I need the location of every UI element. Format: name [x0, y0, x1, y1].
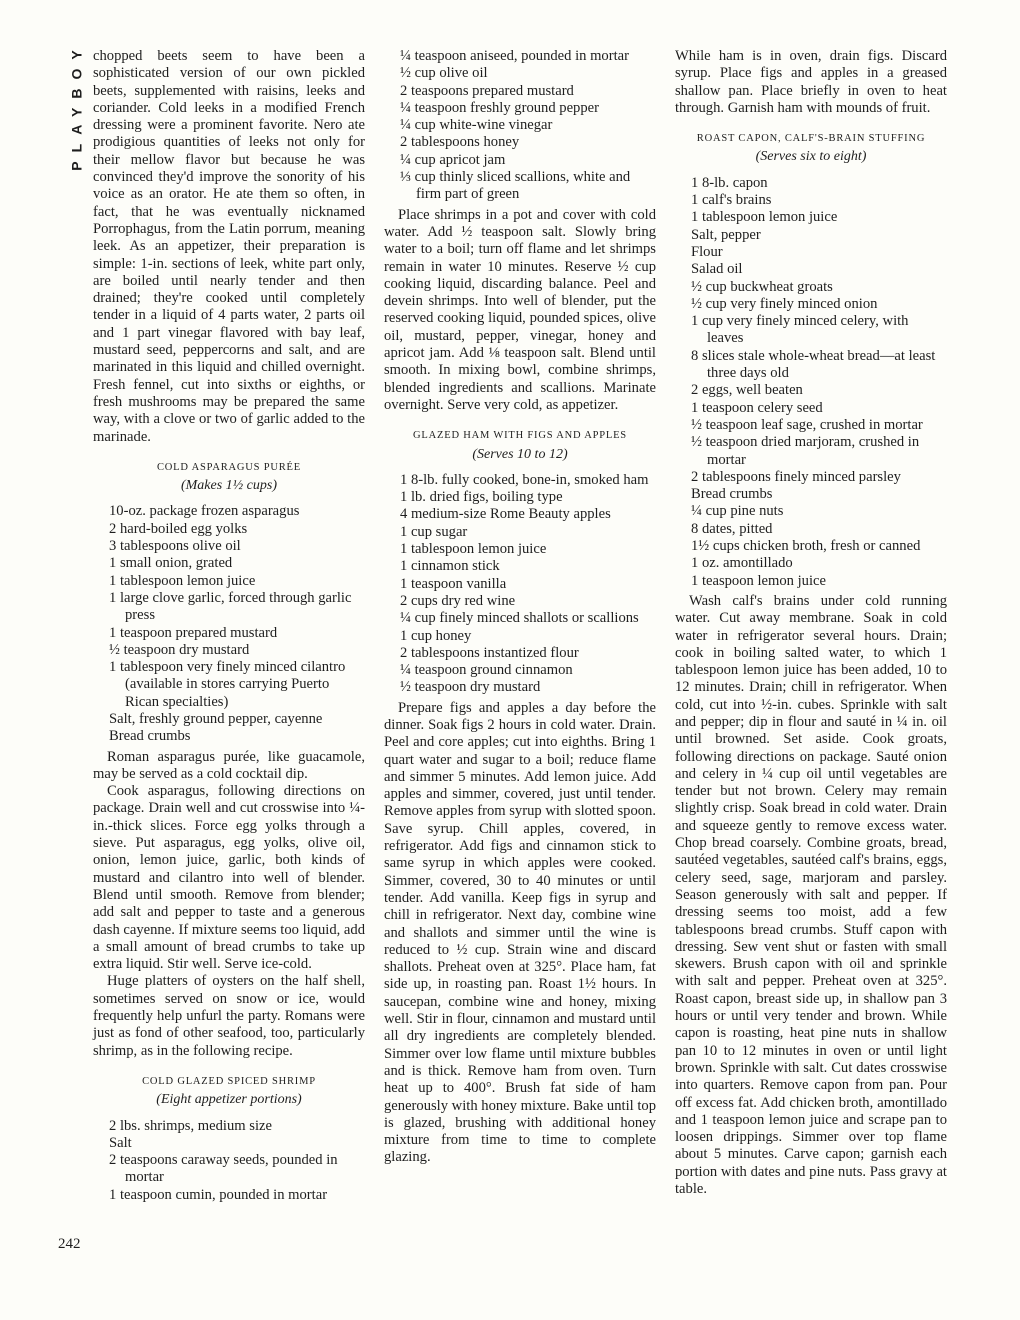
ingredient: 1 lb. dried figs, boiling type: [400, 489, 563, 506]
paragraph: Prepare figs and apples a day before the dinner. Soak figs 2 hours in cold water. Drain. Peel and core apples; cut into eighths. Bring 1 quart water and sugar to a boil; reduce flame and simmer 5 minutes. Add lemon juice. Add apples and simmer, covered, just until tender. Remove apples from syrup with slotted spoon. Save syrup. Chill apples, covered, in refrigerator. Add figs and cinnamon stick to same syrup in which apples were cooked. Simmer, covered, 30 to 40 minutes or until tender. Add vanilla. Keep figs in syrup and chill in refrigerator. Next day, combine wine and shallots and simmer until the wine is reduced to ½ cup. Strain wine and discard shallots. Preheat oven at 325°. Place ham, fat side up, in roasting pan. Roast 1½ hours. In saucepan, combine wine and honey, mixing well. Stir in flour, cinnamon and mustard until all dry ingredients are completely blended. Simmer over low flame until mixture bubbles and is thick. Remove ham from oven. Turn heat up to 400°. Brush fat side of ham generously with honey mixture. Bake until top is glazed, brushing with additional honey mixture from time to time to complete glazing.: [384, 699, 656, 1166]
ingredient: Flour: [691, 243, 723, 260]
ingredient: 4 medium-size Rome Beauty apples: [400, 506, 611, 523]
column-2: [384, 48, 656, 1167]
intro-paragraph: chopped beets seem to have been a sophisticated version of our own pickled beets, supplemented with raisins, leeks and coriander. Cold leeks in a modified French dressing were a prominent favorite. Nero ate prodigious quantities of leeks not only for their mellow flavor but because he was convinced they'd improve the sonority of his voice as an orator. He ate them so often, in fact, that he was eventually nicknamed Porrophagus, from the Latin porrum, meaning leek. As an appetizer, their preparation is simple: 1-in. sections of leek, white part only, are boiled until nearly tender and then drained; they're cooked until completely tender in a liquid of 4 parts water, 2 parts oil and 1 part vinegar flavored with bay leaf, mustard seed, peppercorns and salt, and are marinated in this liquid and chilled overnight. Fresh fennel, cut into sixths or eighths, or fresh mushrooms may be prepared the same way, with a clove or two of garlic added to the marinade.: [93, 48, 365, 445]
ingredient: ½ cup very finely minced onion: [691, 295, 878, 312]
ingredient: 2 lbs. shrimps, medium size: [109, 1117, 272, 1134]
ingredient: 1½ cups chicken broth, fresh or canned: [691, 538, 921, 555]
ingredient: 1 teaspoon cumin, pounded in mortar: [109, 1186, 328, 1203]
ingredient: ¼ cup finely minced shallots or scallions: [400, 610, 639, 627]
ingredient: 1 tablespoon lemon juice: [400, 541, 547, 558]
magazine-masthead: [46, 41, 85, 171]
paragraph: Place shrimps in a pot and cover with cold water. Add ½ teaspoon salt. Slowly bring water to a boil; turn off flame and let shrimps remain in water 10 minutes. Reserve ½ cup cooking liquid, discarding balance. Peel and devein shrimps. Into well of blender, put the reserved cooking liquid, pounded spices, olive oil, mustard, pepper, vinegar, honey and apricot jam. Add ⅛ teaspoon salt. Blend until smooth. In mixing bowl, combine shrimps, blended ingredients and scallions. Marinate overnight. Serve very cold, as appetizer.: [384, 206, 656, 413]
ingredient: Salt: [109, 1134, 132, 1151]
ingredient: 2 tablespoons honey: [400, 134, 520, 151]
ingredient: 2 teaspoons caraway seeds, pounded in mortar: [109, 1152, 338, 1186]
column-3: [675, 48, 947, 1198]
paragraph: Roman asparagus purée, like guacamole, may be served as a cold cocktail dip.: [93, 748, 365, 782]
ingredient: 2 tablespoons instantized flour: [400, 644, 579, 661]
ingredient: ½ cup olive oil: [400, 65, 488, 82]
recipe-title-shrimp: COLD GLAZED SPICED SHRIMP: [142, 1075, 316, 1087]
recipe-yield-shrimp: (Eight appetizer portions): [156, 1092, 302, 1108]
recipe-title-asparagus: COLD ASPARAGUS PURÉE: [157, 461, 301, 473]
ingredient: 1 teaspoon lemon juice: [691, 572, 826, 589]
column-1: [93, 48, 365, 1207]
ingredient: 3 tablespoons olive oil: [109, 538, 241, 555]
ingredient: Salad oil: [691, 261, 743, 278]
ingredient: 1 tablespoon very finely minced cilantro (available in stores carrying Puerto Rican specialties): [109, 659, 346, 710]
ingredient-list-shrimp-cont: [384, 48, 656, 204]
ingredient: 1 small onion, grated: [109, 555, 233, 572]
ingredient: 1 cup honey: [400, 627, 472, 644]
ingredient: 1 teaspoon vanilla: [400, 575, 507, 592]
ingredient: Bread crumbs: [109, 728, 191, 745]
ingredient: 1 oz. amontillado: [691, 555, 793, 572]
ingredient-list-capon: [675, 175, 947, 590]
paragraph: Cook asparagus, following directions on package. Drain well and cut crosswise into ¼-in.-thick slices. Force egg yolks through a sieve. Put asparagus, egg yolks, olive oil, onion, lemon juice, garlic, both kinds of mustard and cilantro into well of blender. Blend until smooth. Remove from blender; add salt and pepper to taste and a generous dash cayenne. If mixture seems too liquid, add a small amount of bread crumbs to take up extra liquid. Stir well. Serve ice-cold.: [93, 783, 365, 973]
ingredient: 1 cinnamon stick: [400, 558, 500, 575]
ingredient: 1 teaspoon prepared mustard: [109, 624, 278, 641]
recipe-yield-asparagus: (Makes 1½ cups): [180, 478, 278, 494]
ingredient: 1 cup very finely minced celery, with leaves: [691, 313, 909, 347]
ingredient: Bread crumbs: [691, 486, 773, 503]
ingredient: 2 tablespoons finely minced parsley: [691, 468, 901, 485]
ingredient: 1 calf's brains: [691, 192, 772, 209]
ingredient: 8 dates, pitted: [691, 520, 773, 537]
ingredient-list-asparagus: [93, 503, 365, 745]
ingredient: ¼ teaspoon freshly ground pepper: [400, 99, 599, 116]
ingredient: 10-oz. package frozen asparagus: [109, 503, 300, 520]
ingredient: 2 teaspoons prepared mustard: [400, 82, 574, 99]
ingredient: 1 cup sugar: [400, 523, 468, 540]
ingredient: ½ teaspoon leaf sage, crushed in mortar: [691, 416, 923, 433]
ingredient: 1 tablespoon lemon juice: [691, 209, 838, 226]
ingredient: ½ teaspoon dry mustard: [109, 641, 250, 658]
page-number: 242: [58, 1236, 81, 1252]
ingredient: ⅓ cup thinly sliced scallions, white and firm part of green: [400, 169, 631, 203]
ingredient: Salt, pepper: [691, 226, 761, 243]
ingredient: 1 tablespoon lemon juice: [109, 572, 256, 589]
recipe-title-ham: GLAZED HAM WITH FIGS AND APPLES: [413, 430, 627, 442]
recipe-yield-capon: (Serves six to eight): [755, 149, 867, 165]
ingredient: ½ cup buckwheat groats: [691, 278, 833, 295]
ingredient: ½ teaspoon dry mustard: [400, 679, 541, 696]
paragraph: Wash calf's brains under cold running water. Cut away membrane. Soak in cold water in refrigerator several hours. Drain; cook in boiling salted water, to which 1 tablespoon lemon juice has been added, 10 to 12 minutes. Drain; chill in refrigerator. When cold, cut into ½-in. cubes. Sprinkle with salt and pepper; dip in flour and sauté in ¼ in. oil until browned. Set aside. Cook groats, following directions on package. Sauté onion and celery in ¼ cup oil until vegetables are tender but not brown. Celery may remain slightly crisp. Soak bread in cold water. Drain and squeeze gently to remove excess water. Chop bread coarsely. Combine groats, bread, sautéed vegetables, sautéed calf's brains, eggs, celery seed, sage, marjoram and parsley. Season generously with salt and pepper. If dressing seems too moist, add a few tablespoons bread crumbs. Stuff capon with dressing. Sew vent shut or fasten with small skewers. Brush capon with oil and sprinkle with salt and pepper. Preheat oven at 325°. Roast capon, breast side up, in shallow pan 3 hours or until very tender and brown. While capon is roasting, heat pine nuts in shallow pan 10 to 12 minutes in oven or until light brown. Sprinkle with salt. Cut dates crosswise into quarters. Remove capon from pan. Pour off excess fat. Add chicken broth, amontillado and 1 teaspoon lemon juice and scrape pan to loosen drippings. Simmer over top flame about 5 minutes. Carve capon; garnish each portion with dates and pine nuts. Pass gravy at table.: [675, 592, 947, 1197]
ingredient: Salt, freshly ground pepper, cayenne: [109, 710, 323, 727]
ingredient: ¼ cup white-wine vinegar: [400, 117, 553, 134]
recipe-yield-ham: (Serves 10 to 12): [472, 446, 568, 462]
ingredient: ¼ teaspoon aniseed, pounded in mortar: [400, 48, 629, 64]
ingredient: ¼ teaspoon ground cinnamon: [400, 662, 573, 679]
ingredient: 8 slices stale whole-wheat bread—at least three days old: [691, 347, 936, 382]
ingredient: ¼ cup pine nuts: [691, 503, 784, 520]
ingredient: 1 teaspoon celery seed: [691, 399, 823, 416]
ingredient-list-ham: [384, 472, 656, 697]
ingredient: 1 large clove garlic, forced through garlic press: [109, 589, 352, 624]
ingredient: 2 hard-boiled egg yolks: [109, 520, 248, 537]
ingredient: 2 cups dry red wine: [400, 592, 516, 609]
ingredient: ½ teaspoon dried marjoram, crushed in mortar: [691, 434, 920, 468]
recipe-title-capon: ROAST CAPON, CALF'S-BRAIN STUFFING: [696, 133, 926, 145]
ingredient: ¼ cup apricot jam: [400, 151, 506, 168]
ingredient: 1 8-lb. capon: [691, 174, 768, 191]
ingredient-list-shrimp: [93, 1118, 365, 1204]
paragraph: While ham is in oven, drain figs. Discard syrup. Place figs and apples in a greased shallow pan. Place briefly in oven to heat through. Garnish ham with mounds of fruit.: [675, 48, 947, 116]
ingredient: 1 8-lb. fully cooked, bone-in, smoked ham: [400, 471, 649, 488]
masthead-text: PLAYBOY: [68, 41, 85, 171]
paragraph: Huge platters of oysters on the half shell, sometimes served on snow or ice, would frequently help unfurl the party. Romans were just as fond of other seafood, too, particularly shrimp, as in the following recipe.: [93, 973, 365, 1059]
ingredient: 2 eggs, well beaten: [691, 382, 803, 399]
